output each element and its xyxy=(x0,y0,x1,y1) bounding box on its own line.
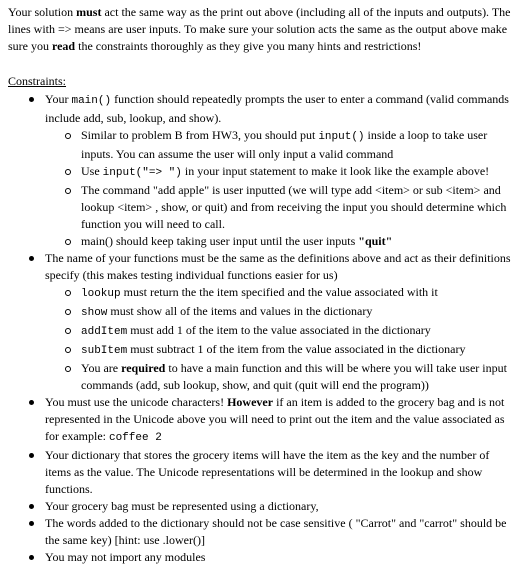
sub-text: The command xyxy=(81,183,150,197)
sub-text: must subtract 1 of the item from the value associated in the dictionary xyxy=(127,342,466,356)
sub-text: must show all of the items and values in the dictionary xyxy=(107,304,373,318)
inline-code: input("=> ") xyxy=(102,167,182,179)
sub-item xyxy=(81,233,517,250)
inline-code: lookup xyxy=(81,288,121,300)
sub-item xyxy=(81,322,517,341)
bold-quit: "quit" xyxy=(358,234,393,248)
constraints-list xyxy=(8,91,517,566)
constraint-item-dictionary-keys xyxy=(45,447,517,498)
inline-code: subItem xyxy=(81,345,128,357)
constraint-text: The name of your functions must be the same as the definitions above and act as their definitions specify (this makes testing individual functions easier for us) xyxy=(45,251,511,282)
sub-item xyxy=(81,303,517,322)
intro-paragraph xyxy=(8,4,517,55)
constraint-item-no-imports xyxy=(45,549,517,566)
bold-required: required xyxy=(121,361,166,375)
constraint-item-grocery-bag xyxy=(45,498,517,515)
intro-text-3: the constraints thoroughly as they give you many hints and restrictions! xyxy=(75,39,422,53)
sub-text: main() should keep taking user input until the user inputs xyxy=(81,234,359,248)
constraint-item-case-sensitive xyxy=(45,515,517,549)
sub-item xyxy=(81,163,517,182)
sub-text: must add 1 of the item to the value associated in the dictionary xyxy=(127,323,431,337)
constraint-item-function-names xyxy=(45,250,517,394)
constraint-item-main xyxy=(45,91,517,250)
sub-text: "add apple" is user inputted (we will type add <item> or sub <item> and lookup <item> , show, or quit) and from receiving the input you should determine which function you will need to call. xyxy=(81,183,507,231)
sub-item xyxy=(81,341,517,360)
sub-item xyxy=(81,127,517,163)
functions-sublist xyxy=(45,284,517,394)
constraint-text: if an item is added to the grocery bag and is not represented in the Unicode above you will need to print out the item and the value associated as for example: xyxy=(45,395,505,443)
sub-item xyxy=(81,360,517,394)
constraint-text: Your xyxy=(45,92,72,106)
sub-text: You are xyxy=(81,361,122,375)
sub-text: inside a loop to take user inputs. You can assume the user will only input a valid command xyxy=(81,128,488,161)
sub-text: must return the the item specified and the value associated with it xyxy=(120,285,438,299)
sub-text: Similar to problem B from HW3, you should put xyxy=(81,128,319,142)
constraint-text: You must use the unicode characters! xyxy=(45,395,228,409)
sub-item xyxy=(81,182,517,233)
constraint-item-unicode xyxy=(45,394,517,447)
constraint-text: The words added to the dictionary should not be case sensitive ( "Carrot" and "carrot" should be the same key) [hint: use .lower()] xyxy=(45,516,507,547)
inline-code: main() xyxy=(71,95,112,107)
constraints-heading: Constraints: xyxy=(8,74,67,88)
sub-text: to have a main function and this will be where you will take user input commands (add, sub lookup, show, and quit (quit will end the program)) xyxy=(81,361,507,392)
bold-however: However xyxy=(227,395,274,409)
inline-code: coffee 2 xyxy=(108,432,162,444)
constraint-text: Your dictionary that stores the grocery items will have the item as the key and the number of items as the value. The Unicode representations will be determined in the lookup and show functions. xyxy=(45,448,490,496)
inline-code: addItem xyxy=(81,326,128,338)
sub-text: in your input statement to make it look like the example above! xyxy=(181,164,490,178)
intro-text-1: Your solution xyxy=(8,5,77,19)
intro-bold-read: read xyxy=(52,39,76,53)
inline-code: show xyxy=(81,307,108,319)
constraint-text: function should repeatedly prompts the user to enter a command (valid commands include add, sub, lookup, and show). xyxy=(45,92,509,125)
sub-text: Use xyxy=(81,164,103,178)
intro-bold-must: must xyxy=(76,5,102,19)
constraint-text: You may not import any modules xyxy=(45,550,206,564)
main-sublist xyxy=(45,127,517,250)
intro-text-2: act the same way as the print out above (including all of the inputs and outputs). The lines with => means are user inputs. To make sure your solution acts the same as the output above make sure you xyxy=(8,5,511,53)
constraint-text: Your grocery bag must be represented using a dictionary, xyxy=(45,499,319,513)
sub-item xyxy=(81,284,517,303)
inline-code: input() xyxy=(318,131,365,143)
